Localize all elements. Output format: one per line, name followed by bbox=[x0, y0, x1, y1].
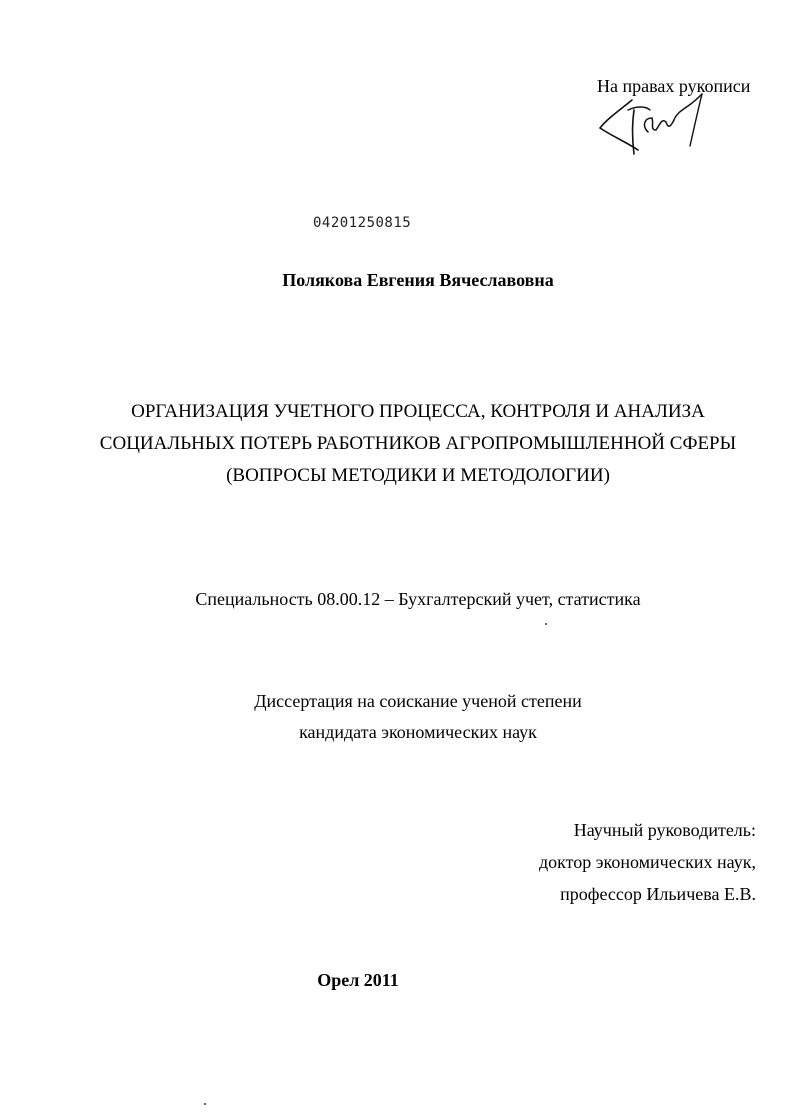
degree-statement bbox=[0, 686, 792, 748]
supervisor-block bbox=[539, 814, 756, 910]
title-line: ОРГАНИЗАЦИЯ УЧЕТНОГО ПРОЦЕССА, КОНТРОЛЯ И АНАЛИЗА bbox=[131, 401, 705, 422]
scan-speck bbox=[545, 623, 547, 625]
manuscript-rights-note: На правах рукописи bbox=[597, 76, 751, 96]
supervisor-label: Научный руководитель: bbox=[573, 820, 756, 840]
degree-statement-line: Диссертация на соискание ученой степени bbox=[254, 691, 582, 711]
dissertation-title bbox=[0, 396, 792, 492]
degree-statement-line: кандидата экономических наук bbox=[299, 722, 537, 742]
author-name: Полякова Евгения Вячеславовна bbox=[282, 270, 554, 290]
catalog-number: 04201250815 bbox=[313, 215, 412, 231]
place-year: Орел 2011 bbox=[317, 970, 399, 990]
supervisor-degree: доктор экономических наук, bbox=[539, 852, 756, 872]
specialty: Специальность 08.00.12 – Бухгалтерский учет, статистика bbox=[195, 589, 641, 609]
signature-icon bbox=[598, 92, 714, 162]
scan-speck bbox=[204, 1103, 206, 1105]
supervisor-name: профессор Ильичева Е.В. bbox=[560, 884, 756, 904]
title-line: СОЦИАЛЬНЫХ ПОТЕРЬ РАБОТНИКОВ АГРОПРОМЫШЛЕННОЙ СФЕРЫ bbox=[99, 433, 737, 454]
title-line: (ВОПРОСЫ МЕТОДИКИ И МЕТОДОЛОГИИ) bbox=[226, 465, 610, 486]
